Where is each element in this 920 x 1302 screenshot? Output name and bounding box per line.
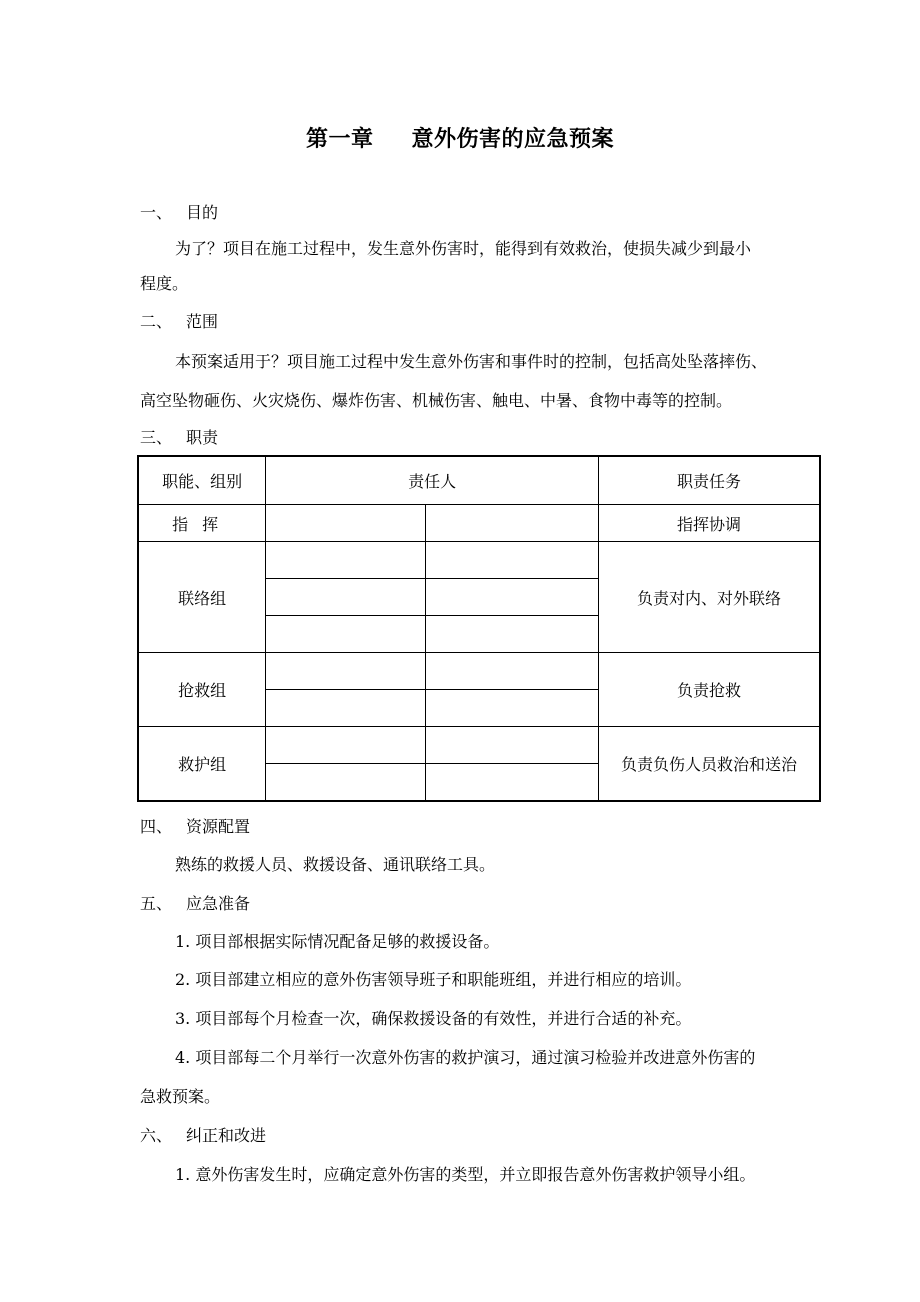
section-number: 六、 [140, 1126, 173, 1145]
resources-text: 熟练的救援人员、救援设备、通讯联络工具。 [175, 855, 496, 874]
task-command: 指挥协调 [599, 505, 820, 542]
person-cell [425, 727, 598, 764]
section-label: 资源配置 [186, 817, 251, 836]
preparation-item-2: 2. 项目部建立相应的意外伤害领导班子和职能班组，并进行相应的培训。 [175, 970, 692, 989]
header-role: 职能、组别 [138, 456, 266, 505]
page-title [0, 122, 920, 153]
section-label: 纠正和改进 [186, 1126, 267, 1145]
section-heading-resources [140, 817, 250, 837]
task-rescue: 负责抢救 [599, 653, 820, 727]
person-cell [425, 653, 598, 690]
table-header-row [138, 456, 820, 505]
role-care: 救护组 [138, 727, 266, 802]
section-heading-preparation [140, 894, 250, 914]
person-cell [425, 579, 598, 616]
scope-text-line-2: 高空坠物砸伤、火灾烧伤、爆炸伤害、机械伤害、触电、中暑、食物中毒等的控制。 [140, 391, 733, 410]
section-number: 三、 [140, 428, 173, 447]
person-cell [266, 505, 425, 542]
task-care: 负责负伤人员救治和送治 [599, 727, 820, 802]
chapter-title: 意外伤害的应急预案 [411, 126, 615, 152]
person-cell [266, 727, 425, 764]
section-number: 一、 [140, 203, 173, 222]
person-cell [425, 505, 598, 542]
role-command: 指挥 [138, 505, 266, 542]
section-number: 四、 [140, 817, 173, 836]
section-number: 二、 [140, 312, 173, 331]
header-task: 职责任务 [599, 456, 820, 505]
person-cell [266, 764, 425, 802]
person-cell [266, 542, 425, 579]
person-cell [425, 690, 598, 727]
table-row-care [138, 727, 820, 764]
purpose-text-line-2: 程度。 [140, 274, 189, 293]
person-cell [425, 616, 598, 653]
section-heading-scope [140, 312, 218, 332]
preparation-item-4: 4. 项目部每二个月举行一次意外伤害的救护演习，通过演习检验并改进意外伤害的 [175, 1048, 756, 1067]
section-heading-duties [140, 428, 218, 448]
person-cell [266, 579, 425, 616]
chapter-number: 第一章 [305, 126, 374, 152]
section-label: 应急准备 [186, 894, 251, 913]
role-liaison: 联络组 [138, 542, 266, 653]
section-heading-correction [140, 1126, 266, 1146]
person-cell [425, 542, 598, 579]
preparation-item-1: 1. 项目部根据实际情况配备足够的救援设备。 [175, 932, 500, 951]
preparation-item-4-continued: 急救预案。 [140, 1087, 221, 1106]
table-row-command [138, 505, 820, 542]
section-label: 范围 [186, 312, 219, 331]
person-cell [266, 653, 425, 690]
scope-text-line-1: 本预案适用于？项目施工过程中发生意外伤害和事件时的控制，包括高处坠落摔伤、 [175, 352, 768, 371]
correction-item-1: 1. 意外伤害发生时，应确定意外伤害的类型，并立即报告意外伤害救护领导小组。 [175, 1165, 756, 1184]
table-row-liaison [138, 542, 820, 579]
header-person: 责任人 [266, 456, 599, 505]
role-rescue: 抢救组 [138, 653, 266, 727]
person-cell [266, 690, 425, 727]
task-liaison: 负责对内、对外联络 [599, 542, 820, 653]
duty-table [137, 455, 821, 802]
preparation-item-3: 3. 项目部每个月检查一次，确保救援设备的有效性，并进行合适的补充。 [175, 1009, 692, 1028]
section-label: 目的 [186, 203, 219, 222]
section-number: 五、 [140, 894, 173, 913]
table-row-rescue [138, 653, 820, 690]
person-cell [425, 764, 598, 802]
section-heading-purpose [140, 203, 218, 223]
purpose-text-line-1: 为了？项目在施工过程中，发生意外伤害时，能得到有效救治，使损失减少到最小 [175, 239, 752, 258]
person-cell [266, 616, 425, 653]
section-label: 职责 [186, 428, 219, 447]
